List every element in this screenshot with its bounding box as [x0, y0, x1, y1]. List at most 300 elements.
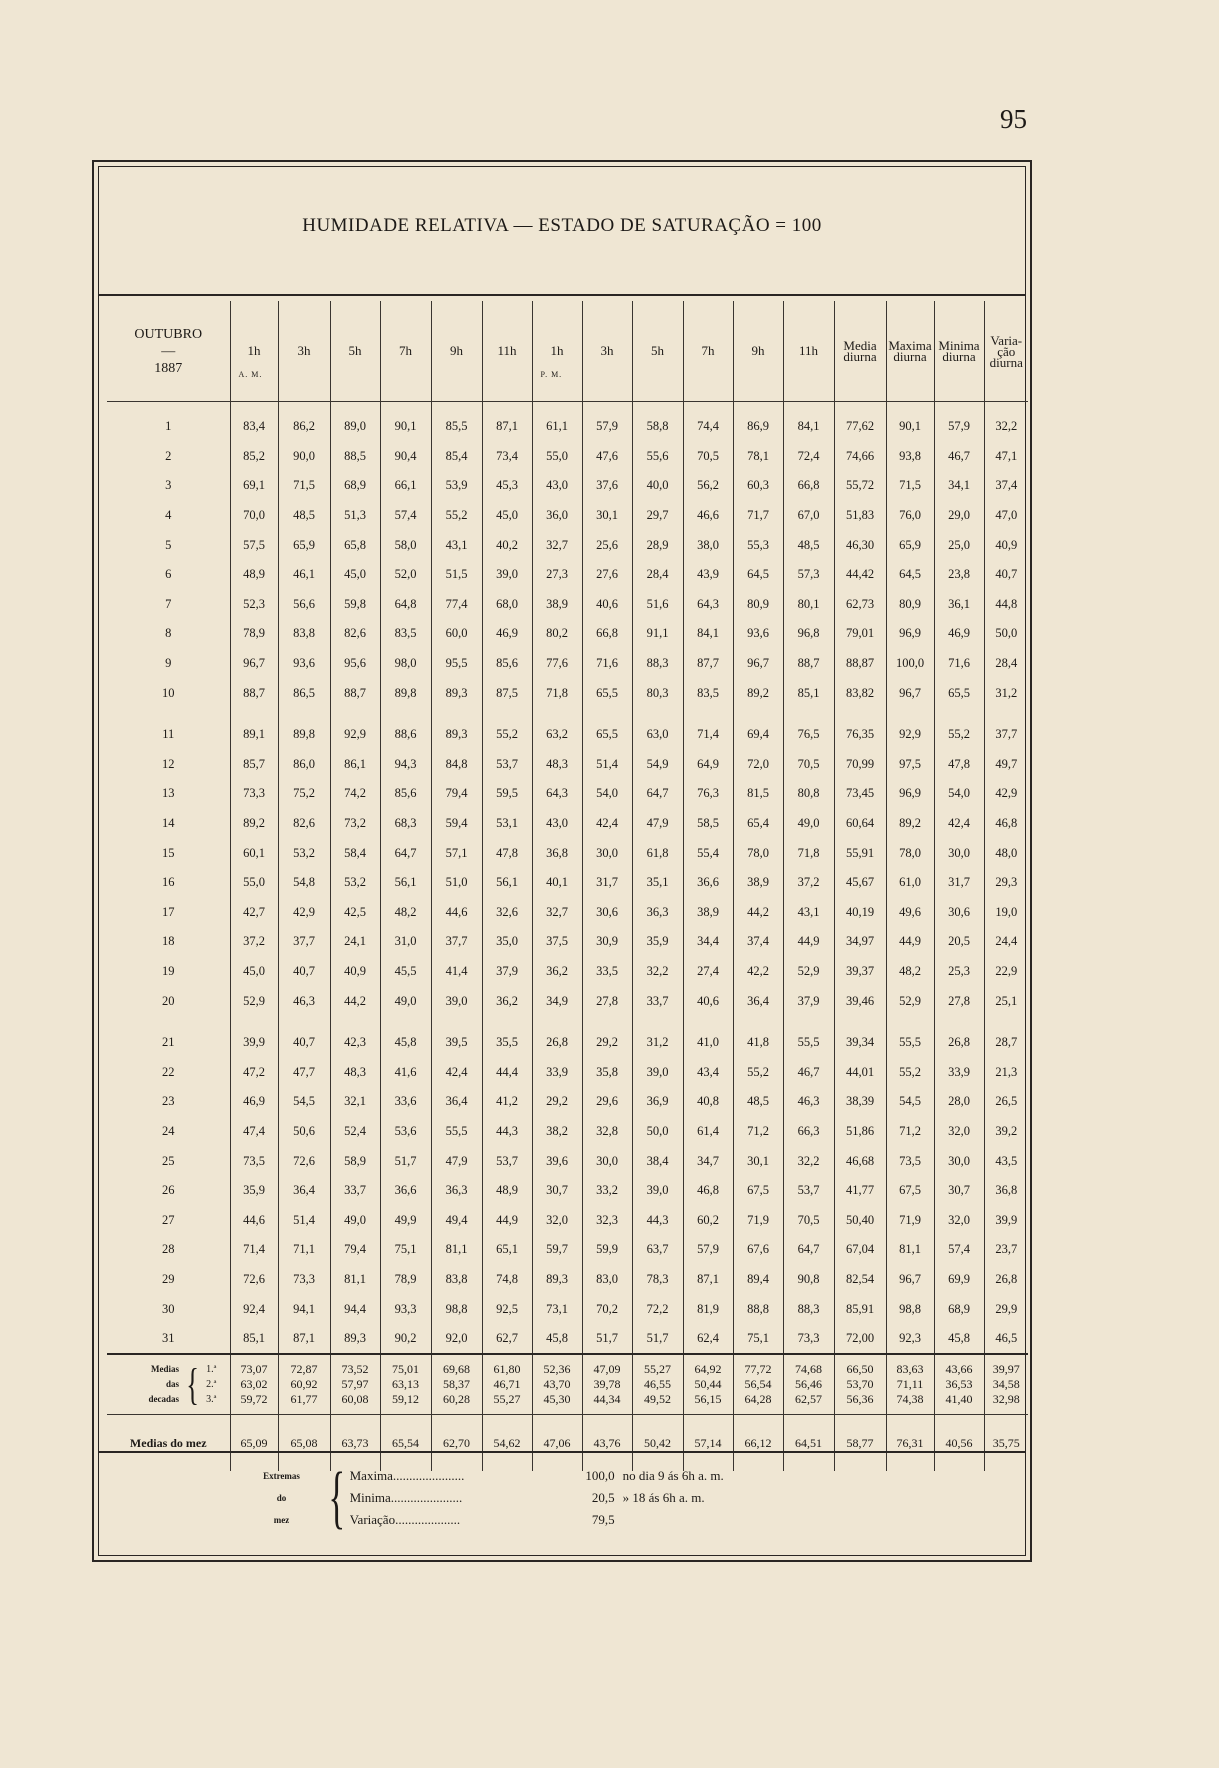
value-cell: 51,7 — [380, 1146, 431, 1176]
value-cell: 30,0 — [934, 838, 984, 868]
value-cell: 67,5 — [886, 1176, 934, 1206]
value-cell: 36,3 — [431, 1176, 482, 1206]
value-cell: 53,1 — [482, 809, 532, 839]
value-cell: 80,8 — [783, 779, 834, 809]
value-cell: 78,9 — [380, 1265, 431, 1295]
decade-value: 58,37 — [443, 1377, 470, 1392]
value-cell: 48,3 — [532, 750, 582, 780]
value-cell: 34,97 — [834, 927, 886, 957]
extremes-rows — [350, 1465, 724, 1531]
value-cell: 56,1 — [380, 868, 431, 898]
decade-value: 64,28 — [744, 1392, 772, 1407]
value-cell: 55,5 — [783, 1028, 834, 1058]
value-cell: 39,0 — [482, 560, 532, 590]
day-cell: 12 — [162, 756, 175, 771]
value-cell: 55,4 — [683, 838, 733, 868]
value-cell: 25,3 — [934, 957, 984, 987]
decade-value: 52,36 — [543, 1362, 571, 1377]
value-cell: 43,1 — [783, 898, 834, 928]
value-cell: 65,5 — [582, 720, 632, 750]
table-row — [107, 927, 1028, 957]
value-cell: 71,9 — [733, 1205, 783, 1235]
value-cell: 83,8 — [431, 1265, 482, 1295]
value-cell: 85,1 — [783, 678, 834, 708]
decade-means-cell — [482, 1354, 532, 1415]
value-cell: 21,3 — [984, 1057, 1028, 1087]
extreme-row-variacao — [350, 1509, 724, 1531]
month-mean-cell: 43,76 — [582, 1415, 632, 1472]
hour-header — [278, 301, 330, 402]
value-cell: 48,3 — [330, 1057, 380, 1087]
value-cell: 75,2 — [278, 779, 330, 809]
value-cell: 48,5 — [733, 1087, 783, 1117]
value-cell: 42,2 — [733, 957, 783, 987]
hour-label: 5h — [348, 343, 362, 358]
value-cell: 42,5 — [330, 898, 380, 928]
value-cell: 40,7 — [278, 1028, 330, 1058]
value-cell: 51,4 — [582, 750, 632, 780]
day-cell: 3 — [165, 478, 172, 493]
decade-value: 43,70 — [543, 1377, 571, 1392]
value-cell: 95,6 — [330, 649, 380, 679]
value-cell: 37,9 — [783, 986, 834, 1016]
value-cell: 98,8 — [886, 1294, 934, 1324]
extremes-brace: { — [328, 1459, 346, 1536]
value-cell: 55,5 — [431, 1117, 482, 1147]
value-cell: 57,9 — [582, 412, 632, 442]
decade-value: 59,72 — [240, 1392, 268, 1407]
value-cell: 63,7 — [632, 1235, 683, 1265]
decade-value: 56,36 — [846, 1392, 874, 1407]
value-cell: 84,1 — [783, 412, 834, 442]
month-mean-cell: 65,09 — [230, 1415, 278, 1472]
value-cell: 80,9 — [733, 590, 783, 620]
table-row — [107, 1265, 1028, 1295]
value-cell: 62,73 — [834, 590, 886, 620]
value-cell: 28,0 — [934, 1087, 984, 1117]
value-cell: 36,2 — [532, 957, 582, 987]
value-cell: 71,7 — [733, 501, 783, 531]
extremes-rule — [99, 1451, 1025, 1453]
value-cell: 58,9 — [330, 1146, 380, 1176]
decade-value: 62,57 — [795, 1392, 822, 1407]
value-cell: 42,7 — [230, 898, 278, 928]
value-cell: 43,1 — [431, 530, 482, 560]
decade-brace: { — [186, 1359, 199, 1409]
value-cell: 39,0 — [431, 986, 482, 1016]
value-cell: 78,9 — [230, 619, 278, 649]
decade-value: 72,87 — [290, 1362, 318, 1377]
month-mean-cell: 65,08 — [278, 1415, 330, 1472]
value-cell: 67,04 — [834, 1235, 886, 1265]
decade-value: 53,70 — [846, 1377, 874, 1392]
value-cell: 57,5 — [230, 530, 278, 560]
value-cell: 94,1 — [278, 1294, 330, 1324]
value-cell: 100,0 — [886, 649, 934, 679]
value-cell: 80,9 — [886, 590, 934, 620]
decade-means-cell — [886, 1354, 934, 1415]
month-mean-cell: 66,12 — [733, 1415, 783, 1472]
value-cell: 48,5 — [278, 501, 330, 531]
value-cell: 39,9 — [984, 1205, 1028, 1235]
value-cell: 89,2 — [230, 809, 278, 839]
hour-label: 1h — [550, 343, 564, 358]
table-row — [107, 1294, 1028, 1324]
value-cell: 35,8 — [582, 1057, 632, 1087]
value-cell: 49,0 — [783, 809, 834, 839]
value-cell: 57,4 — [380, 501, 431, 531]
extremes-label-line: do — [276, 1493, 287, 1503]
decade-value: 39,78 — [593, 1377, 621, 1392]
value-cell: 96,7 — [733, 649, 783, 679]
value-cell: 73,4 — [482, 442, 532, 472]
value-cell: 77,62 — [834, 412, 886, 442]
value-cell: 87,1 — [482, 412, 532, 442]
value-cell: 32,2 — [984, 412, 1028, 442]
value-cell: 95,5 — [431, 649, 482, 679]
value-cell: 64,3 — [532, 779, 582, 809]
day-cell: 14 — [162, 816, 175, 831]
value-cell: 36,6 — [380, 1176, 431, 1206]
value-cell: 59,8 — [330, 590, 380, 620]
hour-header — [783, 301, 834, 402]
value-cell: 66,8 — [582, 619, 632, 649]
month-mean-cell: 65,54 — [380, 1415, 431, 1472]
value-cell: 37,5 — [532, 927, 582, 957]
value-cell: 65,5 — [582, 678, 632, 708]
value-cell: 44,9 — [886, 927, 934, 957]
value-cell: 41,6 — [380, 1057, 431, 1087]
table-frame — [92, 160, 1032, 1562]
value-cell: 70,99 — [834, 750, 886, 780]
value-cell: 66,8 — [783, 471, 834, 501]
table-row — [107, 1057, 1028, 1087]
decade-value: 55,27 — [493, 1392, 521, 1407]
value-cell: 65,8 — [330, 530, 380, 560]
decade-label-line: decadas — [148, 1394, 179, 1405]
decade-gap — [107, 1016, 1028, 1028]
value-cell: 75,1 — [733, 1324, 783, 1355]
day-cell: 30 — [162, 1301, 175, 1316]
value-cell: 53,7 — [482, 750, 532, 780]
value-cell: 27,6 — [582, 560, 632, 590]
table-row — [107, 442, 1028, 472]
extreme-name: Variação.................... — [349, 1512, 461, 1527]
value-cell: 39,37 — [834, 957, 886, 987]
hour-header — [330, 301, 380, 402]
value-cell: 46,7 — [783, 1057, 834, 1087]
value-cell: 49,0 — [330, 1205, 380, 1235]
table-row — [107, 1176, 1028, 1206]
value-cell: 88,8 — [733, 1294, 783, 1324]
value-cell: 76,0 — [886, 501, 934, 531]
value-cell: 55,3 — [733, 530, 783, 560]
value-cell: 33,7 — [330, 1176, 380, 1206]
value-cell: 25,0 — [934, 530, 984, 560]
value-cell: 31,2 — [632, 1028, 683, 1058]
value-cell: 80,1 — [783, 590, 834, 620]
decade-value: 66,50 — [846, 1362, 874, 1377]
value-cell: 67,6 — [733, 1235, 783, 1265]
value-cell: 71,8 — [532, 678, 582, 708]
value-cell: 97,5 — [886, 750, 934, 780]
value-cell: 61,8 — [632, 838, 683, 868]
value-cell: 20,5 — [934, 927, 984, 957]
decade-means-cell — [532, 1354, 582, 1415]
decade-value: 69,68 — [443, 1362, 470, 1377]
value-cell: 71,2 — [886, 1117, 934, 1147]
header-row — [107, 301, 1028, 402]
hour-label: 1h — [247, 343, 261, 358]
day-cell: 22 — [162, 1064, 175, 1079]
value-cell: 35,0 — [482, 927, 532, 957]
value-cell: 31,7 — [582, 868, 632, 898]
value-cell: 71,5 — [278, 471, 330, 501]
stat-header: Media diurna — [834, 301, 886, 402]
value-cell: 37,7 — [431, 927, 482, 957]
hour-header — [230, 301, 278, 402]
value-cell: 57,1 — [431, 838, 482, 868]
month-dash: — — [161, 343, 176, 359]
value-cell: 38,9 — [683, 898, 733, 928]
value-cell: 45,3 — [482, 471, 532, 501]
day-cell: 21 — [162, 1035, 175, 1050]
value-cell: 60,1 — [230, 838, 278, 868]
value-cell: 46,9 — [934, 619, 984, 649]
value-cell: 40,6 — [582, 590, 632, 620]
value-cell: 40,19 — [834, 898, 886, 928]
value-cell: 79,01 — [834, 619, 886, 649]
value-cell: 31,0 — [380, 927, 431, 957]
value-cell: 33,7 — [632, 986, 683, 1016]
value-cell: 56,2 — [683, 471, 733, 501]
value-cell: 40,7 — [984, 560, 1028, 590]
value-cell: 25,6 — [582, 530, 632, 560]
value-cell: 56,6 — [278, 590, 330, 620]
value-cell: 87,1 — [683, 1265, 733, 1295]
decade-value: 34,58 — [992, 1377, 1020, 1392]
value-cell: 64,7 — [380, 838, 431, 868]
value-cell: 82,6 — [330, 619, 380, 649]
value-cell: 29,6 — [582, 1087, 632, 1117]
month-mean-cell: 58,77 — [834, 1415, 886, 1472]
day-cell: 7 — [165, 596, 172, 611]
value-cell: 32,8 — [582, 1117, 632, 1147]
value-cell: 51,86 — [834, 1117, 886, 1147]
hour-label: 11h — [798, 343, 819, 358]
value-cell: 54,8 — [278, 868, 330, 898]
table-row — [107, 471, 1028, 501]
hour-label: 3h — [297, 343, 311, 358]
value-cell: 65,9 — [886, 530, 934, 560]
value-cell: 89,1 — [230, 720, 278, 750]
value-cell: 30,6 — [582, 898, 632, 928]
value-cell: 87,5 — [482, 678, 532, 708]
value-cell: 40,9 — [330, 957, 380, 987]
value-cell: 36,6 — [683, 868, 733, 898]
value-cell: 39,0 — [632, 1176, 683, 1206]
value-cell: 68,0 — [482, 590, 532, 620]
value-cell: 75,1 — [380, 1235, 431, 1265]
month-extremes — [239, 1459, 724, 1536]
value-cell: 46,8 — [683, 1176, 733, 1206]
value-cell: 98,0 — [380, 649, 431, 679]
decade-means-cell — [783, 1354, 834, 1415]
value-cell: 36,2 — [482, 986, 532, 1016]
value-cell: 67,5 — [733, 1176, 783, 1206]
day-cell: 6 — [165, 567, 172, 582]
value-cell: 84,1 — [683, 619, 733, 649]
value-cell: 72,2 — [632, 1294, 683, 1324]
day-cell: 28 — [162, 1242, 175, 1257]
decade-means-row — [107, 1354, 1028, 1415]
table-row — [107, 838, 1028, 868]
value-cell: 85,7 — [230, 750, 278, 780]
value-cell: 32,7 — [532, 898, 582, 928]
value-cell: 41,77 — [834, 1176, 886, 1206]
value-cell: 73,2 — [330, 809, 380, 839]
value-cell: 43,9 — [683, 560, 733, 590]
month-means-row — [107, 1415, 1028, 1472]
hour-header — [482, 301, 532, 402]
value-cell: 72,0 — [733, 750, 783, 780]
day-cell: 20 — [162, 993, 175, 1008]
value-cell: 58,4 — [330, 838, 380, 868]
value-cell: 32,7 — [532, 530, 582, 560]
table-row — [107, 750, 1028, 780]
table-row — [107, 649, 1028, 679]
value-cell: 41,8 — [733, 1028, 783, 1058]
value-cell: 89,3 — [431, 720, 482, 750]
decade-means-cell — [582, 1354, 632, 1415]
value-cell: 96,9 — [886, 779, 934, 809]
value-cell: 70,5 — [683, 442, 733, 472]
value-cell: 44,6 — [230, 1205, 278, 1235]
value-cell: 53,2 — [330, 868, 380, 898]
value-cell: 49,6 — [886, 898, 934, 928]
value-cell: 51,6 — [632, 590, 683, 620]
value-cell: 40,8 — [683, 1087, 733, 1117]
value-cell: 53,7 — [783, 1176, 834, 1206]
value-cell: 55,2 — [934, 720, 984, 750]
decade-value: 45,30 — [543, 1392, 571, 1407]
decade-value: 56,46 — [795, 1377, 822, 1392]
value-cell: 80,2 — [532, 619, 582, 649]
value-cell: 62,4 — [683, 1324, 733, 1355]
value-cell: 71,6 — [934, 649, 984, 679]
value-cell: 88,6 — [380, 720, 431, 750]
extremes-label-line: mez — [273, 1515, 290, 1525]
decade-value: 49,52 — [644, 1392, 671, 1407]
value-cell: 89,2 — [886, 809, 934, 839]
value-cell: 38,39 — [834, 1087, 886, 1117]
table-row — [107, 1235, 1028, 1265]
month-mean-cell: 35,75 — [984, 1415, 1028, 1472]
value-cell: 93,3 — [380, 1294, 431, 1324]
hour-header — [632, 301, 683, 402]
value-cell: 86,5 — [278, 678, 330, 708]
hour-label: 7h — [701, 343, 715, 358]
decade-value: 47,09 — [593, 1362, 621, 1377]
value-cell: 92,3 — [886, 1324, 934, 1355]
decade-means-cell — [834, 1354, 886, 1415]
value-cell: 32,2 — [632, 957, 683, 987]
value-cell: 89,3 — [330, 1324, 380, 1355]
value-cell: 63,2 — [532, 720, 582, 750]
value-cell: 48,9 — [482, 1176, 532, 1206]
decade-value: 74,68 — [795, 1362, 822, 1377]
value-cell: 53,2 — [278, 838, 330, 868]
value-cell: 27,8 — [934, 986, 984, 1016]
value-cell: 81,1 — [330, 1265, 380, 1295]
value-cell: 90,0 — [278, 442, 330, 472]
value-cell: 73,3 — [783, 1324, 834, 1355]
value-cell: 64,8 — [380, 590, 431, 620]
extreme-note: » 18 ás 6h a. m. — [622, 1490, 705, 1505]
value-cell: 30,0 — [934, 1146, 984, 1176]
table-body — [107, 402, 1028, 1472]
value-cell: 37,4 — [984, 471, 1028, 501]
value-cell: 52,3 — [230, 590, 278, 620]
hour-label: 7h — [399, 343, 412, 358]
am-label: A. M. — [238, 370, 263, 379]
table-row — [107, 1205, 1028, 1235]
decade-value: 61,77 — [290, 1392, 318, 1407]
hour-label: 11h — [497, 343, 517, 358]
value-cell: 46,9 — [230, 1087, 278, 1117]
value-cell: 36,8 — [532, 838, 582, 868]
value-cell: 68,9 — [934, 1294, 984, 1324]
value-cell: 43,0 — [532, 471, 582, 501]
value-cell: 88,5 — [330, 442, 380, 472]
value-cell: 65,5 — [934, 678, 984, 708]
value-cell: 52,9 — [783, 957, 834, 987]
value-cell: 59,7 — [532, 1235, 582, 1265]
value-cell: 33,9 — [934, 1057, 984, 1087]
decade-label-line: Medias — [151, 1364, 179, 1375]
value-cell: 22,9 — [984, 957, 1028, 987]
value-cell: 29,7 — [632, 501, 683, 531]
value-cell: 41,4 — [431, 957, 482, 987]
value-cell: 56,1 — [482, 868, 532, 898]
month-mean-cell: 64,51 — [783, 1415, 834, 1472]
value-cell: 26,8 — [532, 1028, 582, 1058]
value-cell: 29,2 — [582, 1028, 632, 1058]
value-cell: 30,0 — [582, 838, 632, 868]
table-title: HUMIDADE RELATIVA — ESTADO DE SATURAÇÃO = 100 — [302, 215, 822, 236]
extreme-value: 20,5 — [591, 1490, 615, 1505]
value-cell: 23,8 — [934, 560, 984, 590]
value-cell: 50,6 — [278, 1117, 330, 1147]
stat-header: Varia-ção diurna — [984, 301, 1028, 402]
value-cell: 92,9 — [330, 720, 380, 750]
decade-value: 64,92 — [694, 1362, 722, 1377]
value-cell: 90,4 — [380, 442, 431, 472]
value-cell: 27,8 — [582, 986, 632, 1016]
value-cell: 42,4 — [934, 809, 984, 839]
value-cell: 45,0 — [330, 560, 380, 590]
value-cell: 36,8 — [984, 1176, 1028, 1206]
table-row — [107, 1324, 1028, 1355]
day-cell: 2 — [165, 448, 172, 463]
value-cell: 30,9 — [582, 927, 632, 957]
value-cell: 43,4 — [683, 1057, 733, 1087]
day-cell: 4 — [165, 508, 172, 523]
value-cell: 23,7 — [984, 1235, 1028, 1265]
value-cell: 74,4 — [683, 412, 733, 442]
value-cell: 65,4 — [733, 809, 783, 839]
decade-value: 60,28 — [443, 1392, 470, 1407]
